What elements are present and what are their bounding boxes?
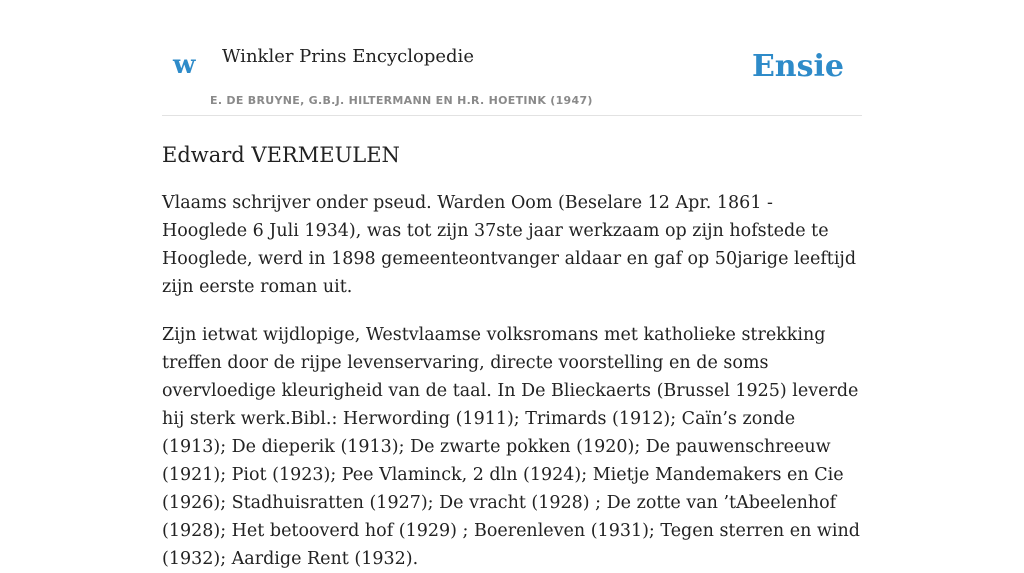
source-title[interactable]: Winkler Prins Encyclopedie — [222, 46, 474, 67]
source-header — [162, 0, 862, 116]
winkler-prins-logo[interactable]: w — [173, 50, 196, 80]
article-paragraph-bibliography: Zijn ietwat wijdlopige, Westvlaamse volksromans met katholieke strekking treffen door de rijpe levenservaring, directe voorstelling en de soms overvloedige kleurigheid van de taal. In De Blieckaerts (Brussel 1925) leverde hij sterk werk.Bibl.: Herwording (1911); Trimards (1912); Caïn’s zonde (1913); De dieperik (1913); De zwarte pokken (1920); De pauwenschreeuw (1921); Piot (1923); Pee Vlaminck, 2 dln (1924); Mietje Mandemakers en Cie (1926); Stadhuisratten (1927); De vracht (1928) ; De zotte van ’tAbeelenhof (1928); Het betooverd hof (1929) ; Boerenleven (1931); Tegen sterren en wind (1932); Aardige Rent (1932). — [162, 325, 860, 570]
page-container — [162, 0, 862, 573]
entry-title: Edward VERMEULEN — [162, 143, 400, 167]
ensie-logo[interactable]: Ensie — [751, 49, 844, 84]
source-authors: E. DE BRUYNE, G.B.J. HILTERMANN EN H.R. HOETINK (1947) — [210, 94, 593, 107]
article-paragraph-biography: Vlaams schrijver onder pseud. Warden Oom (Beselare 12 Apr. 1861 - Hooglede 6 Juli 1934), was tot zijn 37ste jaar werkzaam op zijn hofstede te Hooglede, werd in 1898 gemeenteontvanger aldaar en gaf op 50jarige leeftijd zijn eerste roman uit. — [162, 193, 857, 298]
